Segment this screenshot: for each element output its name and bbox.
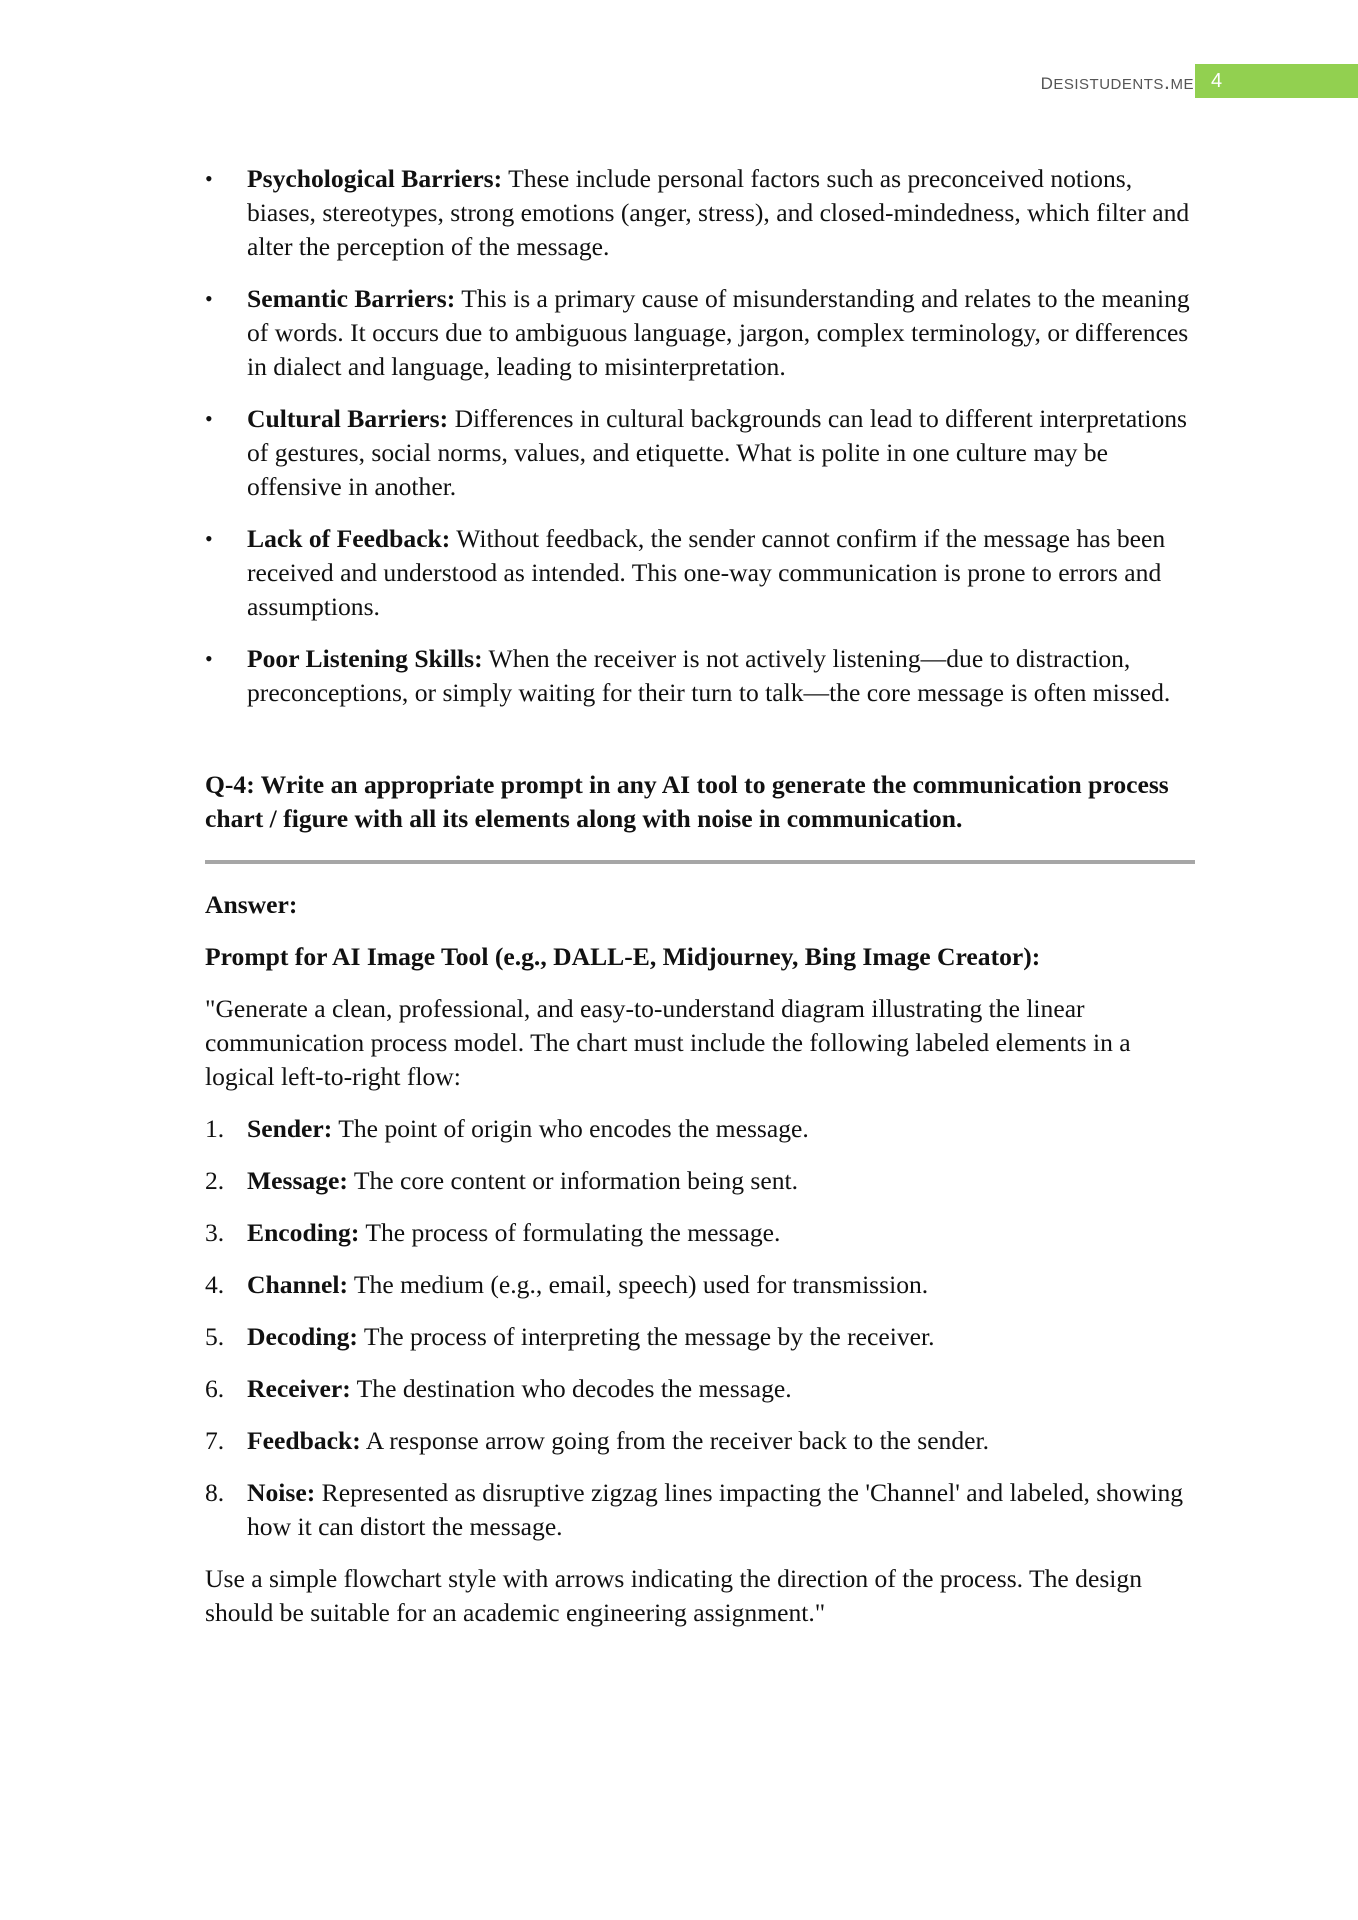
bullet-icon: • (205, 166, 213, 191)
element-text: The process of formulating the message. (365, 1218, 781, 1247)
element-term: Decoding: (247, 1322, 358, 1351)
list-item (205, 1476, 1195, 1544)
page-content (205, 162, 1195, 1630)
list-item (205, 1164, 1195, 1198)
item-number: 3. (205, 1218, 225, 1247)
barriers-list (205, 162, 1195, 710)
barrier-term: Poor Listening Skills: (247, 644, 483, 673)
element-text: The destination who decodes the message. (356, 1374, 792, 1403)
element-term: Channel: (247, 1270, 348, 1299)
item-number: 2. (205, 1166, 225, 1195)
item-number: 1. (205, 1114, 225, 1143)
item-number: 6. (205, 1374, 225, 1403)
element-text: The core content or information being sent. (353, 1166, 799, 1195)
list-item (205, 1268, 1195, 1302)
bullet-icon: • (205, 286, 213, 311)
barrier-term: Psychological Barriers: (247, 164, 503, 193)
list-item (205, 402, 1195, 504)
page-number: 4 (1195, 64, 1358, 98)
bullet-icon: • (205, 526, 213, 551)
list-item (205, 282, 1195, 384)
item-number: 5. (205, 1322, 225, 1351)
list-item (205, 1320, 1195, 1354)
element-term: Noise: (247, 1478, 316, 1507)
element-term: Message: (247, 1166, 348, 1195)
prompt-closing: Use a simple flowchart style with arrows indicating the direction of the process. The design should be suitable for an academic engineering assignment." (205, 1564, 1143, 1627)
element-term: Feedback: (247, 1426, 361, 1455)
barrier-text: Without feedback, the sender cannot confirm if the message has been received and understood as intended. This one-way communication is prone to errors and assumptions. (247, 524, 1166, 621)
prompt-label: Prompt for AI Image Tool (e.g., DALL-E, Midjourney, Bing Image Creator): (205, 942, 1041, 971)
page-header (0, 64, 1358, 98)
element-text: Represented as disruptive zigzag lines impacting the 'Channel' and labeled, showing how it can distort the message. (247, 1478, 1184, 1541)
barrier-term: Lack of Feedback: (247, 524, 451, 553)
divider (205, 860, 1195, 864)
item-number: 7. (205, 1426, 225, 1455)
barrier-text: These include personal factors such as preconceived notions, biases, stereotypes, strong emotions (anger, stress), and closed-mindedness, which filter and alter the perception of the message. (247, 164, 1190, 261)
bullet-icon: • (205, 406, 213, 431)
list-item (205, 162, 1195, 264)
barrier-text: When the receiver is not actively listening—due to distraction, preconceptions, or simply waiting for their turn to talk—the core message is often missed. (247, 644, 1171, 707)
element-text: The medium (e.g., email, speech) used for transmission. (353, 1270, 929, 1299)
element-text: The point of origin who encodes the message. (338, 1114, 809, 1143)
item-number: 4. (205, 1270, 225, 1299)
elements-list (205, 1112, 1195, 1544)
barrier-text: This is a primary cause of misunderstanding and relates to the meaning of words. It occurs due to ambiguous language, jargon, complex terminology, or differences in dialect and language, leading to misinterpretation. (247, 284, 1190, 381)
barrier-term: Semantic Barriers: (247, 284, 456, 313)
element-term: Sender: (247, 1114, 333, 1143)
list-item (205, 1112, 1195, 1146)
barrier-term: Cultural Barriers: (247, 404, 449, 433)
bullet-icon: • (205, 646, 213, 671)
prompt-intro: "Generate a clean, professional, and easy-to-understand diagram illustrating the linear communication process model. The chart must include the following labeled elements in a logical left-to-right flow: (205, 994, 1131, 1091)
list-item (205, 1372, 1195, 1406)
site-name-initial: d (1040, 68, 1054, 95)
list-item (205, 1424, 1195, 1458)
element-text: The process of interpreting the message by the receiver. (363, 1322, 935, 1351)
question-heading: Q-4: Write an appropriate prompt in any AI tool to generate the communication process chart / figure with all its elements along with noise in communication. (205, 770, 1169, 833)
list-item (205, 522, 1195, 624)
list-item (205, 642, 1195, 710)
list-item (205, 1216, 1195, 1250)
item-number: 8. (205, 1478, 225, 1507)
site-name (1041, 68, 1194, 96)
element-term: Encoding: (247, 1218, 360, 1247)
element-term: Receiver: (247, 1374, 351, 1403)
barrier-text: Differences in cultural backgrounds can lead to different interpretations of gestures, social norms, values, and etiquette. What is polite in one culture may be offensive in another. (247, 404, 1188, 501)
answer-label: Answer: (205, 890, 298, 919)
site-name-rest: esistudents.me (1053, 69, 1194, 94)
element-text: A response arrow going from the receiver back to the sender. (365, 1426, 990, 1455)
